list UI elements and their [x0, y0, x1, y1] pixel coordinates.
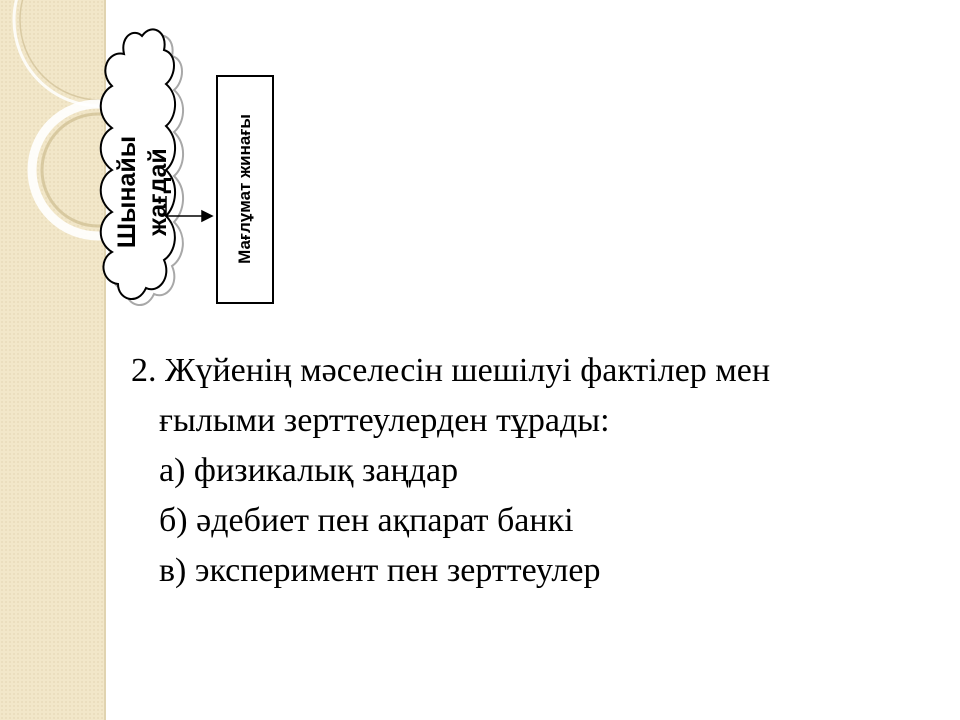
question-line-2: ғылыми зерттеулерден тұрады: [159, 402, 610, 439]
answer-option-a: а) физикалық заңдар [159, 452, 459, 489]
data-collection-label: Мағлұмат жинағы [235, 114, 254, 264]
cloud-label-line2: жағдай [144, 148, 172, 236]
cloud-label [112, 97, 182, 287]
question-block [131, 346, 951, 596]
answer-option-c: в) эксперимент пен зерттеулер [159, 552, 601, 589]
question-line-1: 2. Жүйенің мәселесін шешілуі фактілер мен [131, 352, 771, 389]
cloud-label-line1: Шынайы [113, 135, 141, 249]
answer-option-b: б) әдебиет пен ақпарат банкі [159, 502, 574, 539]
